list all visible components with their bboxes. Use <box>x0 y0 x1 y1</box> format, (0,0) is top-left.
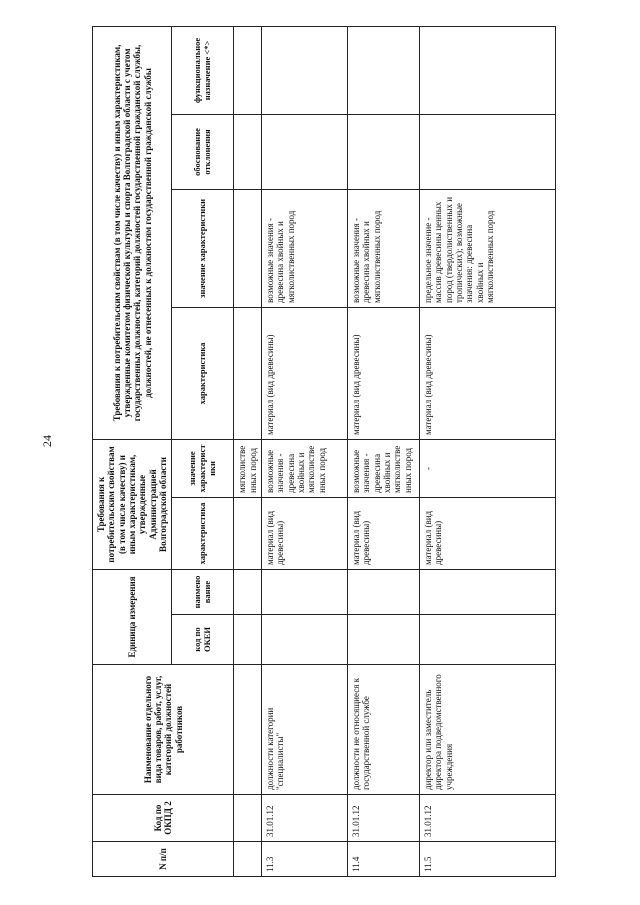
rotated-table-container <box>92 27 554 877</box>
header-admin-characteristic: характеристика <box>172 498 234 570</box>
cell-functional <box>262 26 348 114</box>
cell-name: директор или заместитель директора подведомственного учреждения <box>420 665 556 795</box>
cell-committee-characteristic <box>234 307 262 439</box>
cell-functional <box>420 26 556 114</box>
table-row <box>348 26 420 876</box>
page-number: 24 <box>40 435 54 447</box>
cell-committee-value <box>234 189 262 307</box>
cell-admin-characteristic: материал (вид древесины) <box>420 498 556 570</box>
cell-name: должности категории "специалисты" <box>262 665 348 795</box>
cell-justification <box>262 114 348 189</box>
cell-functional <box>234 26 262 114</box>
cell-admin-value: возможные значения - древесина хвойных и мягколиственных пород <box>262 439 348 497</box>
cell-name: должности не относящиеся к государственной службе <box>348 665 420 795</box>
cell-committee-characteristic: материал (вид древесины) <box>420 307 556 439</box>
cell-okpd: 31.01.12 <box>420 795 556 842</box>
cell-num: 11.3 <box>262 842 348 877</box>
cell-num <box>234 842 262 877</box>
cell-admin-characteristic: материал (вид древесины) <box>262 498 348 570</box>
cell-num: 11.5 <box>420 842 556 877</box>
table-row <box>262 26 348 876</box>
header-functional: функциональное назначение <*> <box>172 26 234 114</box>
cell-justification <box>348 114 420 189</box>
header-admin-value: значение характеристики <box>172 439 234 497</box>
cell-admin-characteristic: материал (вид древесины) <box>348 498 420 570</box>
header-unit-code: код по ОКЕИ <box>172 615 234 665</box>
cell-committee-value: предельное значение - массив древесины ценных пород (твердолиственных и тропических); возможные значения: древесина хвойных и мягколиственных пород <box>420 189 556 307</box>
cell-admin-value: мягколиственных пород <box>234 439 262 497</box>
cell-admin-value: - <box>420 439 556 497</box>
cell-unit-name <box>348 570 420 615</box>
cell-admin-value: возможные значения - древесина хвойных и мягколиственных пород <box>348 439 420 497</box>
cell-unit-code <box>420 615 556 665</box>
header-okpd: Код по ОКПД 2 <box>93 795 234 842</box>
cell-functional <box>348 26 420 114</box>
cell-name <box>234 665 262 795</box>
cell-unit-code <box>262 615 348 665</box>
header-unit: Единица измерения <box>93 570 172 665</box>
cell-okpd: 31.01.12 <box>348 795 420 842</box>
cell-committee-value: возможные значения - древесина хвойных и мягколиственных пород <box>348 189 420 307</box>
header-committee-characteristic: характеристика <box>172 307 234 439</box>
header-unit-name: наименование <box>172 570 234 615</box>
cell-unit-name <box>262 570 348 615</box>
cell-unit-code <box>234 615 262 665</box>
cell-okpd: 31.01.12 <box>262 795 348 842</box>
cell-justification <box>420 114 556 189</box>
header-admin-requirements: Требования к потребительским свойствам (в том числе качеству) и иным характеристикам, утвержденные Администрацией Волгоградской области <box>93 439 172 569</box>
header-committee-value: значение характеристики <box>172 189 234 307</box>
cell-okpd <box>234 795 262 842</box>
header-committee-requirements: Требования к потребительским свойствам (в том числе качеству) и иным характеристикам, утвержденные комитетом физической культуры и спорта Волгоградской области с учетом государственных должностей, категорий должностей государственной гражданской службы, должностей, не отнесенных к должностям государственной гражданской службы <box>93 26 172 439</box>
cell-admin-characteristic <box>234 498 262 570</box>
cell-committee-characteristic: материал (вид древесины) <box>262 307 348 439</box>
header-num: N п/п <box>93 842 234 877</box>
header-justification: обоснование отклонения <box>172 114 234 189</box>
table-row <box>420 26 556 876</box>
header-name: Наименование отдельного вида товаров, работ, услуг, категорий должностей работников <box>93 665 234 795</box>
cell-unit-name <box>420 570 556 615</box>
table-row <box>234 26 262 876</box>
cell-committee-value: возможные значения - древесина хвойных и мягколиственных пород <box>262 189 348 307</box>
cell-unit-code <box>348 615 420 665</box>
cell-num: 11.4 <box>348 842 420 877</box>
cell-unit-name <box>234 570 262 615</box>
requirements-table <box>92 26 556 877</box>
cell-justification <box>234 114 262 189</box>
cell-committee-characteristic: материал (вид древесины) <box>348 307 420 439</box>
